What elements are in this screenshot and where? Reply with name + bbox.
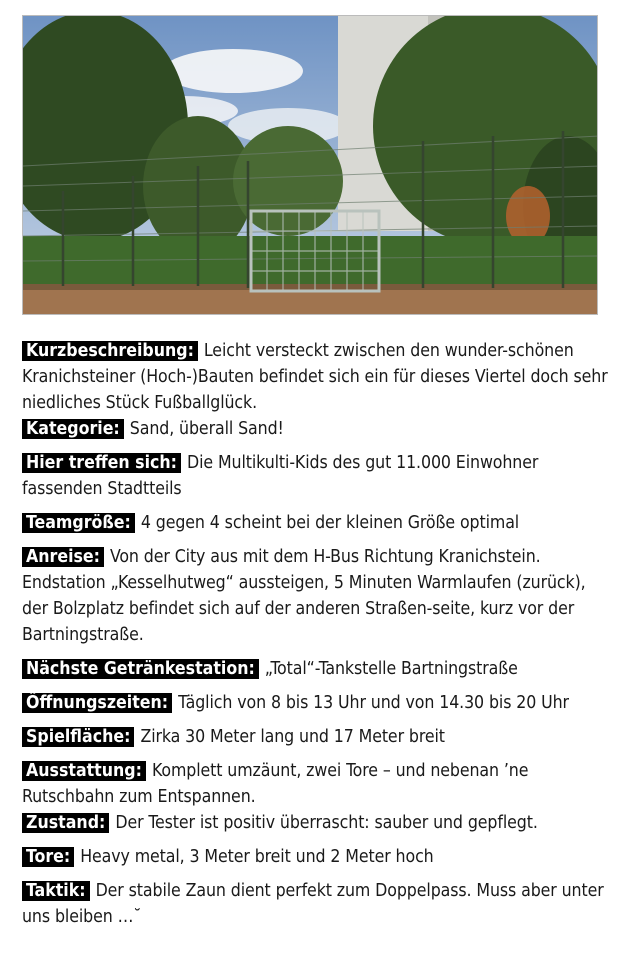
text-spielflaeche: Zirka 30 Meter lang und 17 Meter breit — [140, 727, 445, 747]
label-ausstattung: Ausstattung: — [22, 761, 146, 781]
entry-spielflaeche — [22, 724, 614, 750]
label-taktik: Taktik: — [22, 881, 90, 901]
label-naechste-getraenkestation: Nächste Getränkestation: — [22, 659, 259, 679]
label-spielflaeche: Spielfläche: — [22, 727, 134, 747]
label-anreise: Anreise: — [22, 547, 104, 567]
entry-kurzbeschreibung — [22, 338, 614, 416]
label-hier-treffen-sich: Hier treffen sich: — [22, 453, 181, 473]
entry-hier-treffen-sich — [22, 450, 614, 502]
entry-anreise — [22, 544, 614, 648]
label-tore: Tore: — [22, 847, 74, 867]
entry-taktik — [22, 878, 614, 930]
text-kurzbeschreibung: Leicht versteckt zwischen den wunder-schönen Kranichsteiner (Hoch-)Bauten befindet sich ein für dieses Viertel doch sehr niedliches Stück Fußballglück. — [22, 341, 608, 413]
text-ausstattung: Komplett umzäunt, zwei Tore – und nebenan ’ne Rutschbahn zum Entspannen. — [22, 761, 529, 807]
label-zustand: Zustand: — [22, 813, 109, 833]
info-list — [22, 338, 614, 930]
photo-illustration — [23, 16, 598, 315]
entry-naechste-getraenkestation — [22, 656, 614, 682]
entry-tore — [22, 844, 614, 870]
text-tore: Heavy metal, 3 Meter breit und 2 Meter hoch — [80, 847, 434, 867]
text-taktik: Der stabile Zaun dient perfekt zum Doppelpass. Muss aber unter uns bleiben …˘ — [22, 881, 604, 927]
text-oeffnungszeiten: Täglich von 8 bis 13 Uhr und von 14.30 bis 20 Uhr — [178, 693, 569, 713]
text-anreise: Von der City aus mit dem H-Bus Richtung Kranichstein. Endstation „Kesselhutweg“ aussteigen, 5 Minuten Warmlaufen (zurück), der Bolzplatz befindet sich auf der anderen Straßen-seite, kurz vor der Bartningstraße. — [22, 547, 586, 645]
bolzplatz-photo — [22, 15, 598, 315]
text-naechste-getraenkestation: „Total“-Tankstelle Bartningstraße — [264, 659, 518, 679]
text-hier-treffen-sich: Die Multikulti-Kids des gut 11.000 Einwohner fassenden Stadtteils — [22, 453, 539, 499]
label-kurzbeschreibung: Kurzbeschreibung: — [22, 341, 198, 361]
text-zustand: Der Tester ist positiv überrascht: sauber und gepflegt. — [115, 813, 538, 833]
entry-zustand — [22, 810, 614, 836]
label-oeffnungszeiten: Öffnungszeiten: — [22, 693, 172, 713]
text-teamgroesse: 4 gegen 4 scheint bei der kleinen Größe optimal — [140, 513, 520, 533]
entry-oeffnungszeiten — [22, 690, 614, 716]
entry-ausstattung — [22, 758, 614, 810]
text-kategorie: Sand, überall Sand! — [129, 419, 284, 439]
label-teamgroesse: Teamgröße: — [22, 513, 135, 533]
entry-teamgroesse — [22, 510, 614, 536]
entry-kategorie — [22, 416, 614, 442]
label-kategorie: Kategorie: — [22, 419, 124, 439]
